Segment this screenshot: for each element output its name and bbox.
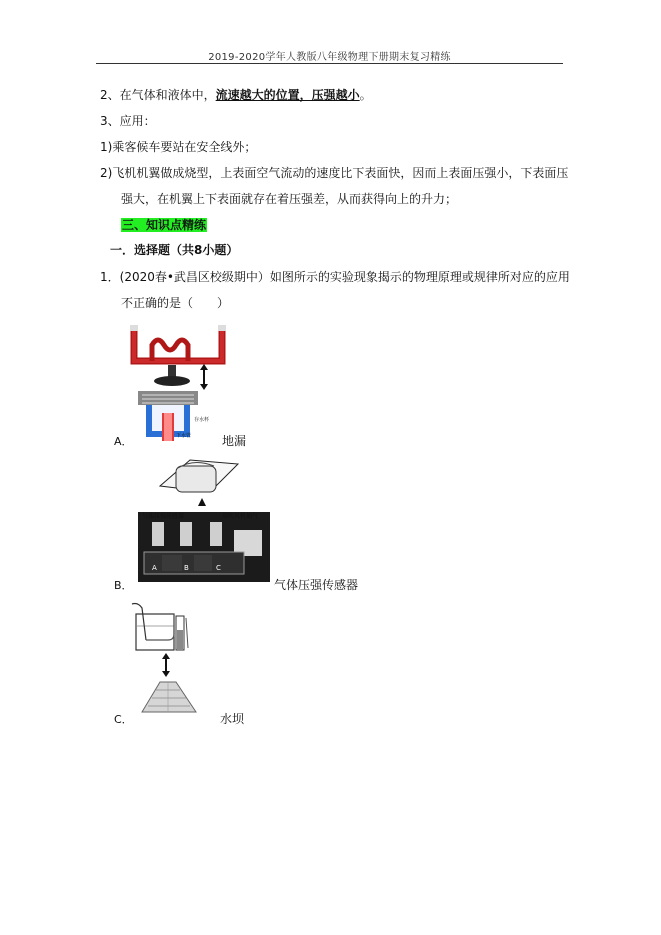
option-b-text: 气体压强传感器 — [274, 578, 359, 592]
application-1: 1)乘客候车要站在安全线外； — [100, 140, 257, 154]
point2-emphasis: 流速越大的位置，压强越小 — [215, 88, 360, 102]
option-a-letter: A． — [114, 435, 133, 448]
tube-segment-a: A — [152, 564, 157, 572]
drain-label-cup: 存水杯 — [194, 417, 210, 423]
section-title-text: 三、知识点精练 — [122, 218, 207, 232]
option-a-text: 地漏 — [222, 434, 247, 448]
knowledge-point-3: 3、应用： — [100, 114, 156, 128]
blower-label: 用吹风机抽气 — [222, 513, 259, 520]
tube-segment-b: B — [184, 564, 189, 572]
sensor-label: 气体压强传感器 — [142, 513, 185, 520]
option-c-text: 水坝 — [220, 712, 245, 726]
option-c-letter: C． — [114, 713, 133, 726]
knowledge-point-2 — [100, 87, 372, 103]
figure-a-floor-drain — [128, 323, 228, 441]
figure-c-dam — [128, 600, 216, 714]
point2-prefix: 2、在气体和液体中， — [100, 88, 216, 102]
application-2-line1: 2)飞机机翼做成烧型，上表面空气流动的速度比下表面快，因而上表面压强小，下表面压 — [100, 166, 569, 180]
header-divider — [96, 63, 563, 64]
question-1-line2: 不正确的是（ ） — [121, 296, 230, 310]
option-b-letter: B． — [114, 579, 133, 592]
section-title — [121, 217, 207, 233]
figure-b-pressure-sensor — [138, 456, 270, 582]
page-header: 2019-2020学年人教版八年级物理下册期末复习精练 — [208, 52, 451, 63]
section-subtitle: 一．选择题（共8小题） — [110, 243, 239, 257]
application-2-line2: 强大，在机翼上下表面就存在着压强差，从而获得向上的升力； — [121, 192, 458, 206]
tube-segment-c: C — [216, 564, 221, 572]
point2-suffix: 。 — [359, 88, 372, 102]
question-1-line1: 1．(2020春•武昌区校级期中）如图所示的实验现象揭示的物理原理或规律所对应的应用 — [100, 270, 570, 284]
drain-label-pipe: 下水管 — [176, 433, 192, 439]
